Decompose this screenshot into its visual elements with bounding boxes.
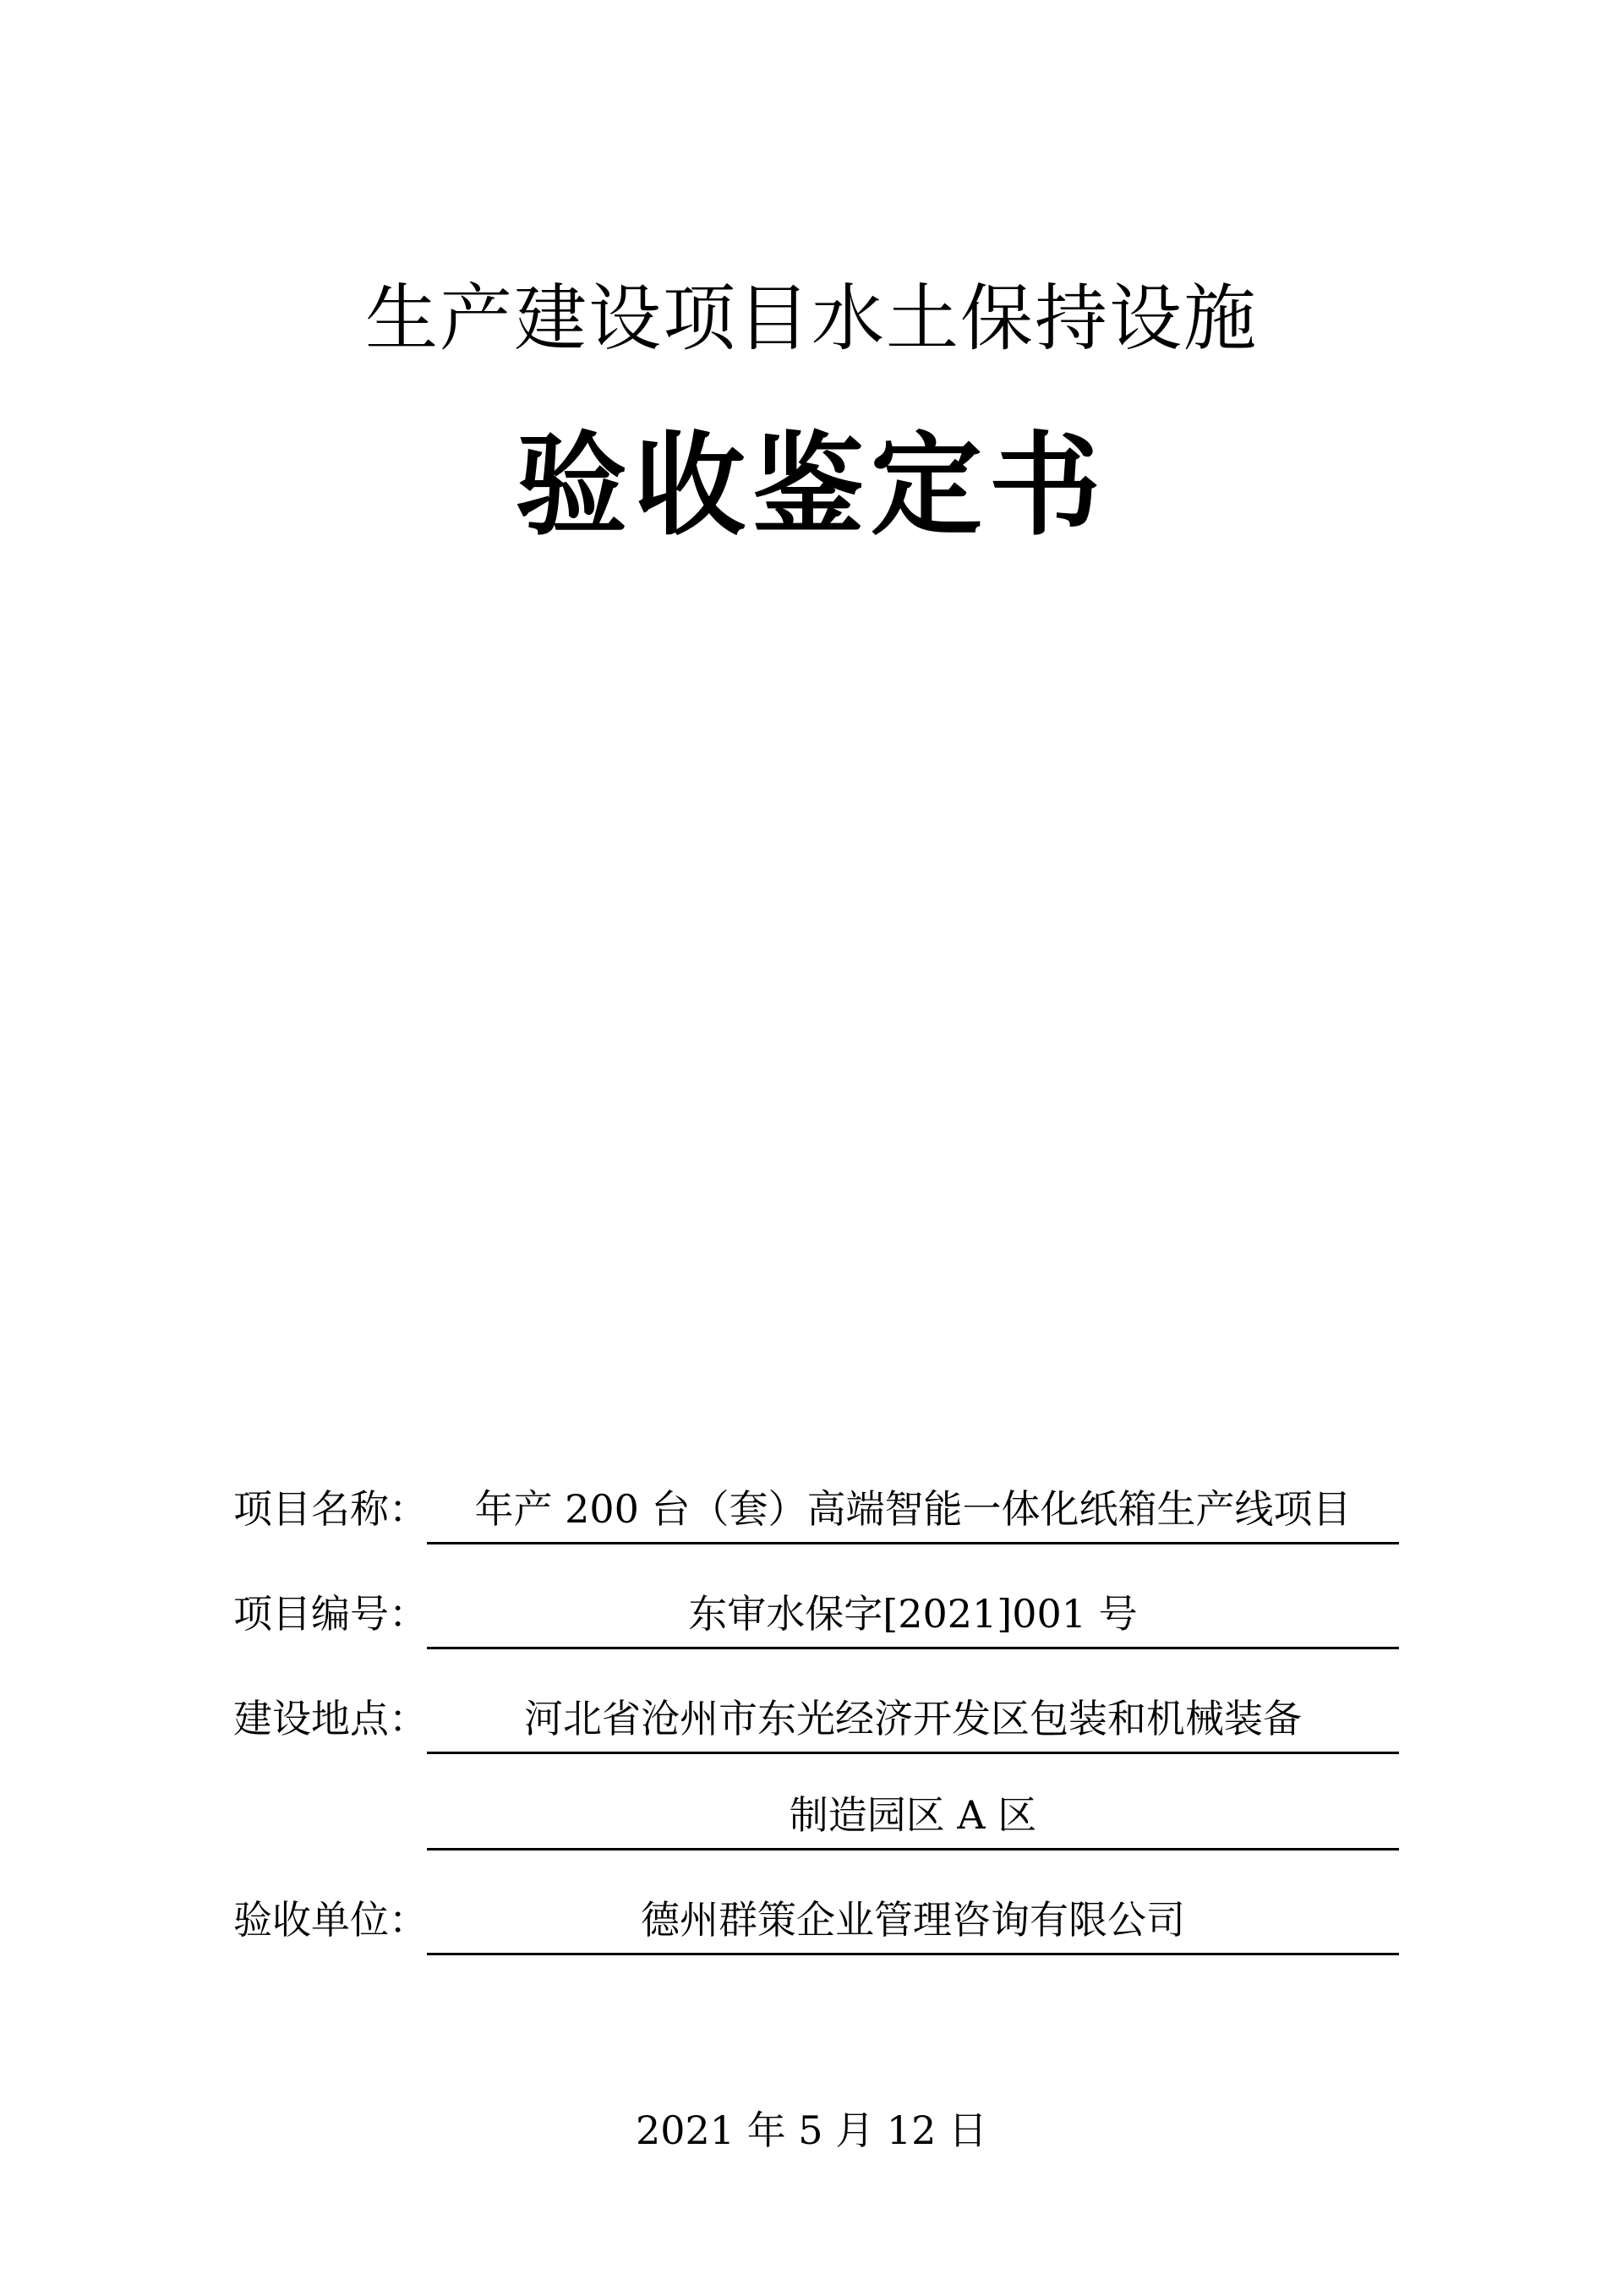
document-title-line1: 生产建设项目水土保持设施 <box>365 276 1258 361</box>
acceptance-unit-row <box>0 1882 1623 1958</box>
location-value-line1: 河北省沧州市东光经济开发区包装和机械装备 <box>427 1681 1399 1754</box>
acceptance-unit-value: 德州群策企业管理咨询有限公司 <box>427 1882 1399 1955</box>
location-row <box>0 1681 1623 1757</box>
project-name-label: 项目名称： <box>233 1486 428 1532</box>
project-number-label: 项目编号： <box>233 1591 428 1637</box>
acceptance-unit-label: 验收单位： <box>233 1897 428 1943</box>
location-value-line2: 制造园区 A 区 <box>427 1777 1399 1850</box>
location-continuation-row <box>0 1777 1623 1853</box>
project-name-row <box>0 1471 1623 1547</box>
document-date: 2021 年 5 月 12 日 <box>636 2107 987 2153</box>
document-title-line2: 验收鉴定书 <box>516 420 1107 551</box>
project-number-row <box>0 1576 1623 1652</box>
project-number-value: 东审水保字[2021]001 号 <box>427 1576 1399 1649</box>
location-label: 建设地点： <box>233 1696 428 1741</box>
project-name-value: 年产 200 台（套）高端智能一体化纸箱生产线项目 <box>427 1471 1399 1544</box>
